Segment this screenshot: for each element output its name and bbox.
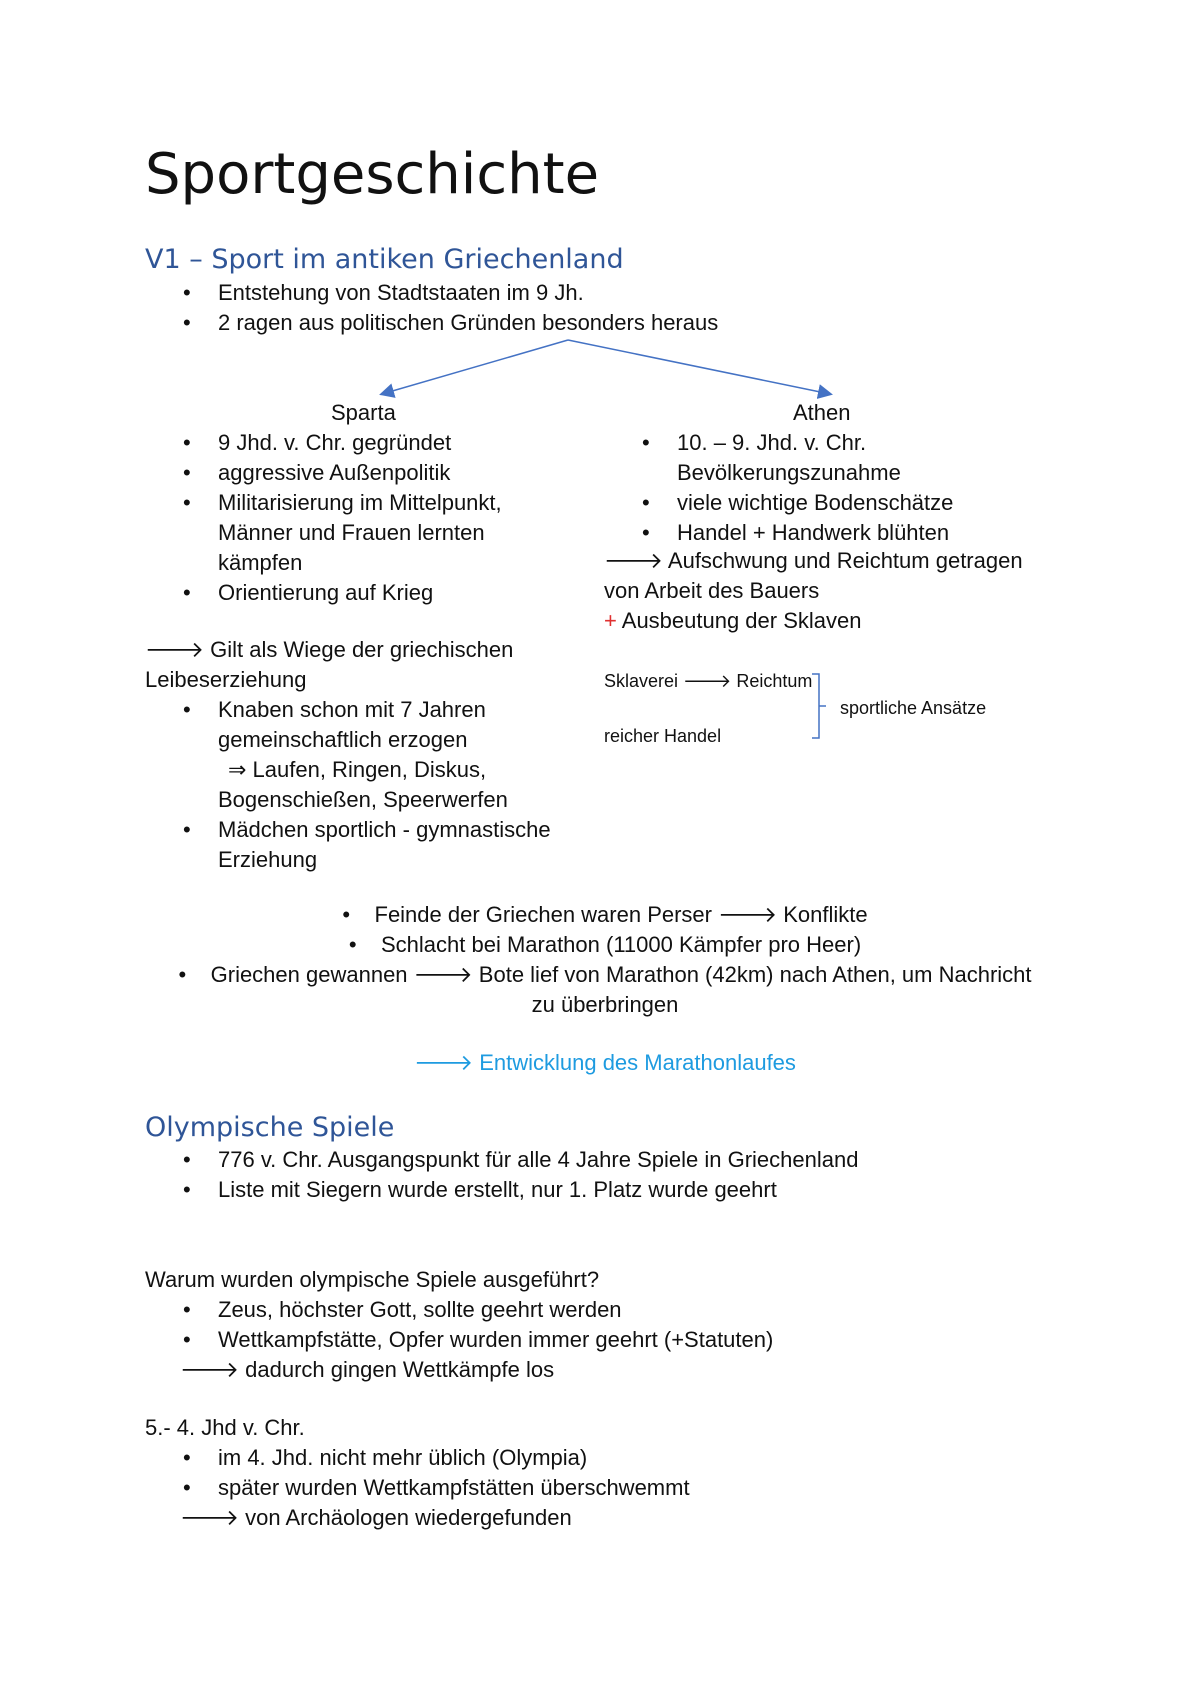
- bracket: [812, 674, 819, 738]
- sparta-label: Sparta: [331, 400, 396, 425]
- diagram-line2: reicher Handel: [604, 726, 722, 746]
- list-item: • aggressive Außenpolitik: [145, 458, 595, 488]
- list-item: • Liste mit Siegern wurde erstellt, nur 1. Platz wurde geehrt: [145, 1175, 858, 1205]
- list-item: • Handel + Handwerk blühten: [604, 518, 1054, 548]
- edu-sub: ⇒ Laufen, Ringen, Diskus, Bogenschießen, Speerwerfen: [218, 757, 508, 812]
- arrow-to-sparta: [382, 340, 568, 394]
- list-item: • im 4. Jhd. nicht mehr üblich (Olympia): [145, 1443, 690, 1473]
- sparta-list: [145, 428, 595, 608]
- period-heading: 5.- 4. Jhd v. Chr.: [145, 1415, 305, 1440]
- list-item: • Orientierung auf Krieg: [145, 578, 595, 608]
- period-list: [145, 1443, 690, 1503]
- sparta-edu-list: [145, 695, 595, 875]
- list-item: • Zeus, höchster Gott, sollte geehrt werden: [145, 1295, 773, 1325]
- arrow-icon: 🡒: [180, 1357, 239, 1382]
- arrow-icon: 🡒: [718, 902, 778, 927]
- athen-list: [604, 428, 1054, 548]
- arrow-icon: 🡒: [413, 962, 473, 987]
- arrow-icon: 🡒: [604, 548, 663, 573]
- list-item: • 10. – 9. Jhd. v. Chr. Bevölkerungszunahme: [604, 428, 937, 488]
- list-item: • Feinde der Griechen waren Perser 🡒 Konflikte: [342, 902, 868, 927]
- list-item: • Schlacht bei Marathon (11000 Kämpfer pro Heer): [348, 932, 862, 957]
- page-title: Sportgeschichte: [145, 142, 600, 207]
- marathon-result: 🡒 Entwicklung des Marathonlaufes: [414, 1050, 796, 1075]
- period-result: 🡒 von Archäologen wiedergefunden: [180, 1505, 572, 1530]
- list-item: • viele wichtige Bodenschätze: [604, 488, 1054, 518]
- arrow-to-athen: [568, 340, 830, 394]
- athen-note: 🡒 Aufschwung und Reichtum getragen von Arbeit des Bauers + Ausbeutung der Sklaven: [604, 548, 1023, 633]
- list-item: • 9 Jhd. v. Chr. gegründet: [145, 428, 595, 458]
- list-item: • Griechen gewannen 🡒 Bote lief von Marathon (42km) nach Athen, um Nachricht: [178, 962, 1032, 987]
- athen-label: Athen: [793, 400, 851, 425]
- plus-sign: +: [604, 608, 617, 633]
- section-heading-greece: V1 – Sport im antiken Griechenland: [145, 244, 624, 275]
- olympia-list: [145, 1145, 858, 1205]
- list-item-cont: zu überbringen: [531, 992, 679, 1017]
- list-item: • 776 v. Chr. Ausgangspunkt für alle 4 Jahre Spiele in Griechenland: [145, 1145, 858, 1175]
- diagram-line1: Sklaverei 🡒 Reichtum: [604, 671, 813, 691]
- question: Warum wurden olympische Spiele ausgeführt?: [145, 1267, 600, 1292]
- arrow-icon: 🡒: [414, 1050, 474, 1075]
- list-item: • Wettkampfstätte, Opfer wurden immer geehrt (+Statuten): [145, 1325, 773, 1355]
- reasons-result: 🡒 dadurch gingen Wettkämpfe los: [180, 1357, 555, 1382]
- list-item: • 2 ragen aus politischen Gründen besonders heraus: [145, 308, 718, 338]
- list-item: • später wurden Wettkampfstätten überschwemmt: [145, 1473, 690, 1503]
- arrow-icon: 🡒: [683, 671, 732, 691]
- section-heading-olympia: Olympische Spiele: [145, 1112, 395, 1143]
- arrow-icon: 🡒: [145, 637, 204, 662]
- diagram-result: sportliche Ansätze: [840, 698, 987, 718]
- list-item: • Militarisierung im Mittelpunkt, Männer und Frauen lernten kämpfen: [145, 488, 558, 578]
- marathon-block: [145, 900, 1065, 1078]
- list-item: • Knaben schon mit 7 Jahren gemeinschaftlich erzogen ⇒ Laufen, Ringen, Diskus, Bogenschießen, Speerwerfen: [145, 695, 548, 815]
- list-item: • Mädchen sportlich - gymnastische Erziehung: [145, 815, 598, 875]
- arrow-icon: 🡒: [180, 1505, 239, 1530]
- sparta-note: 🡒 Gilt als Wiege der griechischen Leibeserziehung: [145, 637, 514, 692]
- list-item: • Entstehung von Stadtstaaten im 9 Jh.: [145, 278, 718, 308]
- reasons-list: [145, 1295, 773, 1355]
